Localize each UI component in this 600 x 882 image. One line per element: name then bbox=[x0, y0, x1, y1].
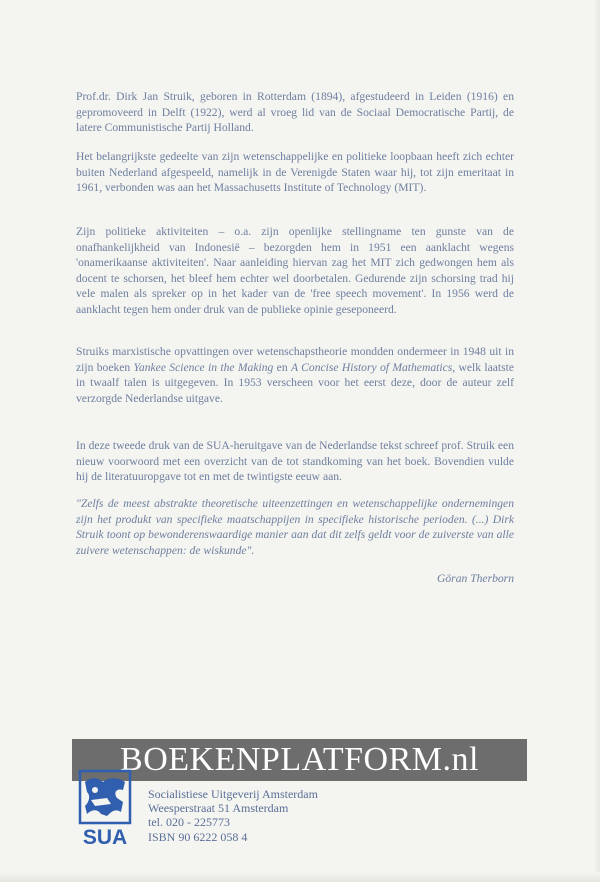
logo-figure-shape bbox=[85, 778, 125, 816]
watermark-banner: BOEKENPLATFORM.nl bbox=[72, 739, 527, 781]
paragraph-career bbox=[76, 149, 514, 196]
quote-author: Göran Therborn bbox=[437, 572, 514, 585]
page-bottom-edge bbox=[0, 872, 600, 882]
paragraph-books-intro: Struiks marxistische opvattingen over wetenschapstheorie mondden ondermeer in 1948 uit in zijn boeken bbox=[76, 345, 514, 374]
paragraph-text: Het belangrijkste gedeelte van zijn wetenschappelijke en politieke loopbaan heeft zich echter buiten Nederland afgespeeld, namelijk in de Verenigde Staten waar hij, tot zijn emeritaat in 1961, verbonden was aan het Massachusetts Institute of Technology (MIT). bbox=[76, 150, 514, 195]
publisher-address: Weesperstraat 51 Amsterdam bbox=[148, 801, 289, 816]
sua-logo bbox=[77, 768, 133, 848]
book-title-yankee-science: Yankee Science in the Making bbox=[133, 360, 274, 374]
paragraph-text: Zijn politieke aktiviteiten – o.a. zijn openlijke stellingname ten gunste van de onafhankelijkheid van Indonesië – bezorgden hem in 1951 een aanklacht wegens 'onamerikaanse aktiviteiten'. Naar aanleiding hiervan zag het MIT zich gedwongen hem als docent te schorsen, het bleef hem echter wel doorbetalen. Gedurende zijn schorsing trad hij vele malen als spreker op in het kader van de 'free speech movement'. In 1956 werd de aanklacht tegen hem onder druk van de publieke opinie geseponeerd. bbox=[76, 225, 514, 316]
paragraph-text: In deze tweede druk van de SUA-heruitgave van de Nederlandse tekst schreef prof. Struik een nieuw voorwoord met een overzicht van de tot standkoming van het boek. Bovendien vulde hij de literatuuropgave tot en met de twintigste eeuw aan. bbox=[76, 439, 514, 484]
quote-block bbox=[76, 496, 514, 558]
quote-text: "Zelfs de meest abstrakte theoretische uiteenzettingen en wetenschappelijke ondernemingen zijn het produkt van specifieke maatschappijen in specifieke historische perioden. (...) Dirk Struik toont op bewonderenswaardige manier aan dat dit zelfs geldt voor de zuiverste van alle zuivere wetenschappen: de wiskunde". bbox=[76, 497, 514, 557]
logo-text: SUA bbox=[82, 826, 128, 848]
publisher-phone: tel. 020 - 225773 bbox=[148, 815, 230, 830]
publisher-info bbox=[148, 787, 318, 844]
publisher-name: Socialistiese Uitgeverij Amsterdam bbox=[148, 787, 318, 801]
publisher-isbn: ISBN 90 6222 058 4 bbox=[148, 829, 248, 844]
book-title-concise-history: A Concise History of Mathematics bbox=[290, 360, 453, 374]
page-edge bbox=[592, 0, 600, 882]
paragraph-books bbox=[76, 344, 514, 406]
logo-eye bbox=[92, 787, 98, 793]
paragraph-biography bbox=[76, 89, 514, 136]
paragraph-text bbox=[76, 344, 514, 406]
paragraph-books-end: , welk laatste in twaalf talen is uitgegeven. In 1953 verscheen voor het eerst deze, door de auteur zelf verzorgde Nederlandse uitgave. bbox=[76, 360, 514, 405]
paragraph-second-edition bbox=[76, 438, 514, 485]
paragraph-politics bbox=[76, 224, 514, 318]
paragraph-text: Prof.dr. Dirk Jan Struik, geboren in Rotterdam (1894), afgestudeerd in Leiden (1916) en gepromoveerd in Delft (1922), werd al vroeg lid van de Sociaal Democratische Partij, de latere Communistische Partij Holland. bbox=[76, 90, 514, 135]
paragraph-books-conj: en bbox=[273, 360, 291, 374]
